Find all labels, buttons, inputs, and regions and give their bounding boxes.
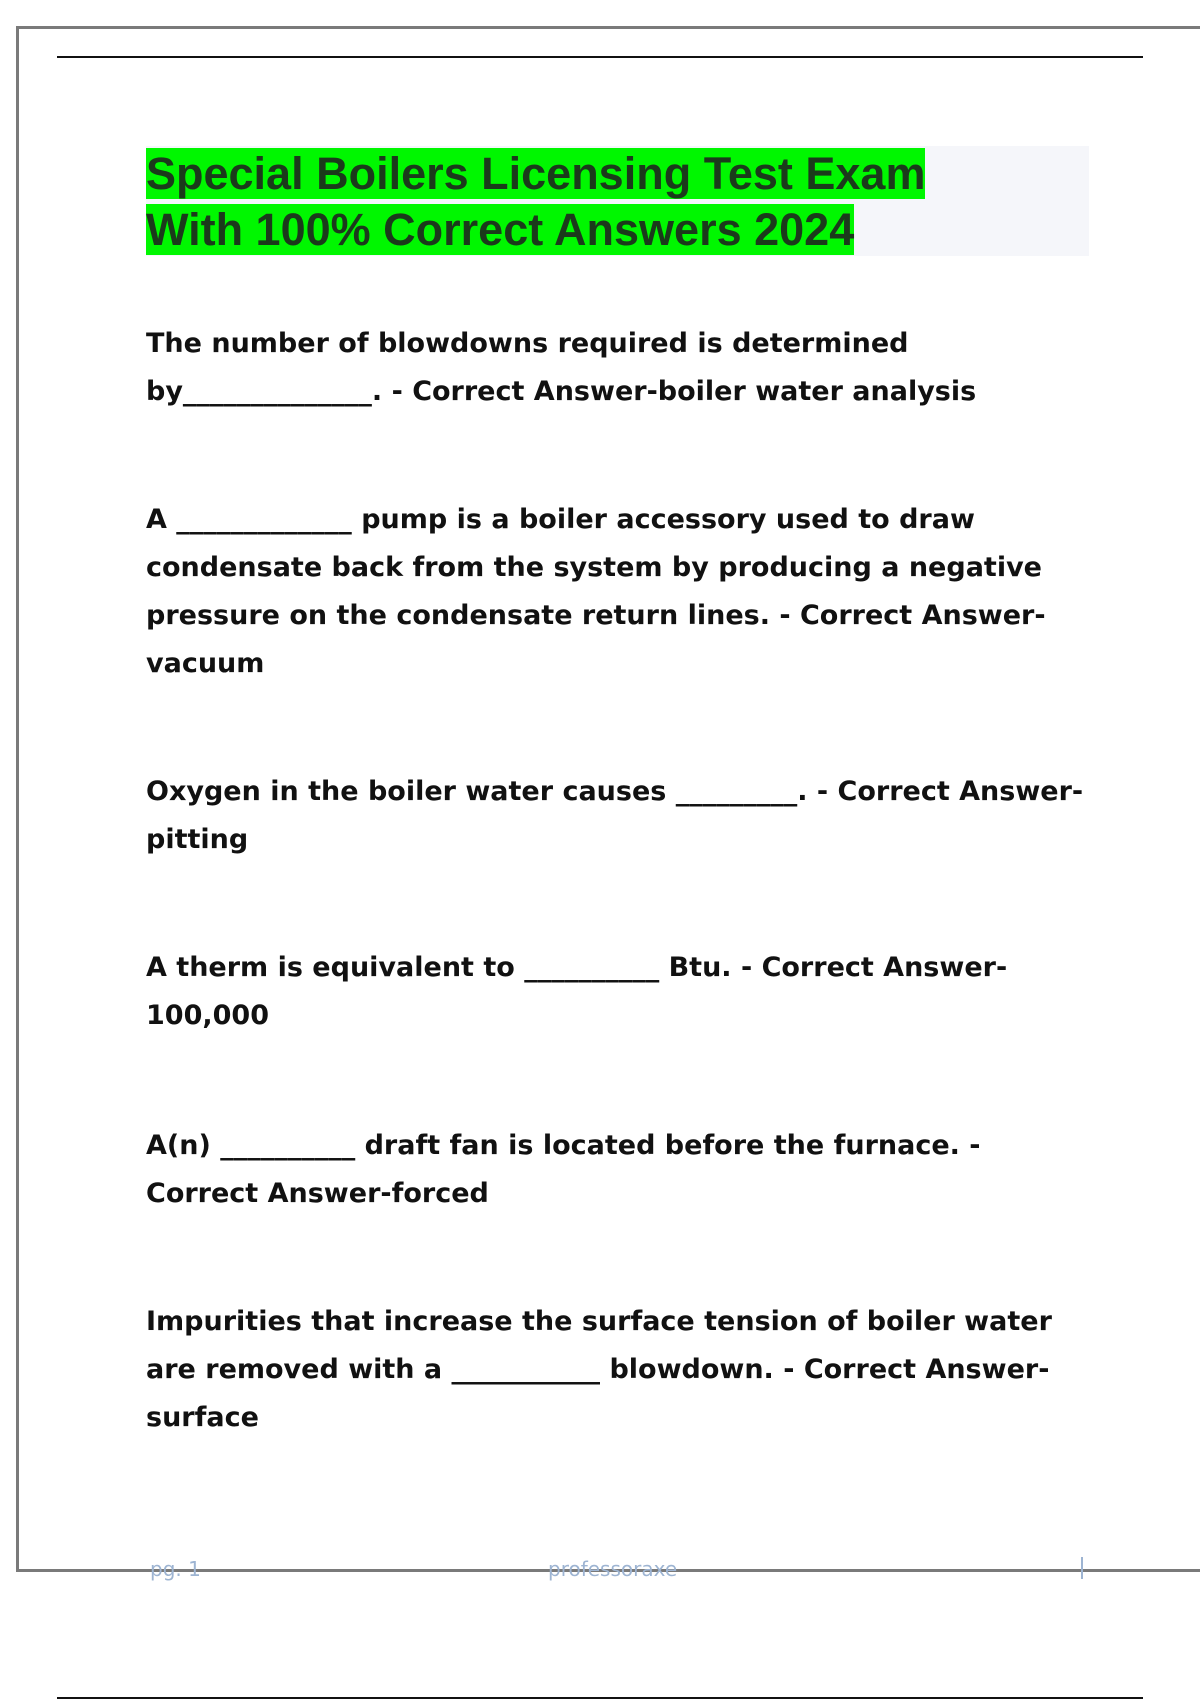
question-answer-item: Impurities that increase the surface tension of boiler water are removed with a ___________ blowdown. - Correct Answer-surface	[146, 1306, 1052, 1433]
question-answer-item: The number of blowdowns required is determined by______________. - Correct Answer-boiler water analysis	[146, 328, 977, 407]
footer-divider	[1081, 1557, 1083, 1579]
question-answer-item: A therm is equivalent to __________ Btu. - Correct Answer-100,000	[146, 952, 1008, 1031]
title-line-2: With 100% Correct Answers 2024	[146, 204, 855, 255]
footer-page-number: pg. 1	[150, 1557, 201, 1581]
question-answer-item: A(n) __________ draft fan is located before the furnace. - Correct Answer-forced	[146, 1130, 981, 1209]
document-title	[146, 146, 1089, 258]
question-answer-item: A _____________ pump is a boiler accessory used to draw condensate back from the system by producing a negative pressure on the condensate return lines. - Correct Answer-vacuum	[146, 504, 1046, 679]
title-block	[146, 146, 1089, 256]
title-line-1: Special Boilers Licensing Test Exam	[146, 148, 926, 199]
question-answer-item: Oxygen in the boiler water causes _________. - Correct Answer-pitting	[146, 776, 1084, 855]
footer-brand: professoraxe	[548, 1557, 678, 1581]
header-rule	[57, 56, 1143, 58]
footer-rule	[57, 1697, 1143, 1699]
